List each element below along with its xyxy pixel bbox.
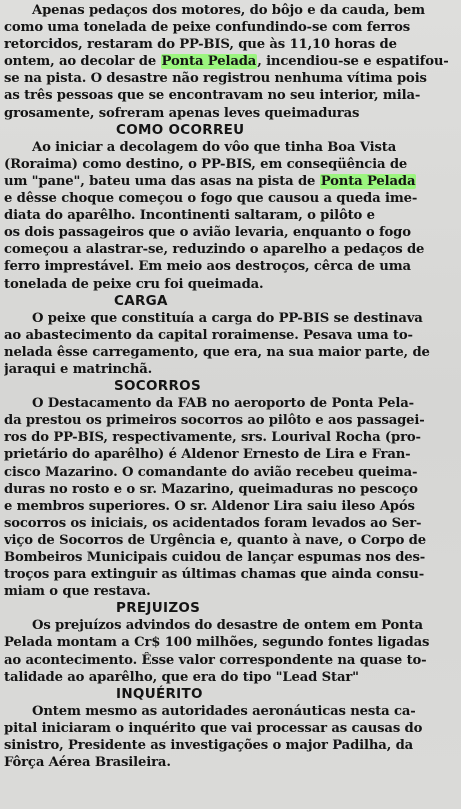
paragraph-inquerito [4,703,457,771]
text-segment: , incendiou-se e espatifou- [257,54,449,70]
text-line: da prestou os primeiros socorros ao pilôto e aos passagei- [4,413,425,429]
text-line: e membros superiores. O sr. Aldenor Lira saiu ileso Após [4,498,415,514]
text-line-highlighted [4,173,457,190]
text-line: socorros os iniciais, os acidentados foram levados ao Ser- [4,515,422,531]
text-line: grosamente, sofreram apenas leves queimaduras [4,105,360,121]
highlighted-text: Ponta Pelada [320,173,416,189]
text-line: talidade ao aparêlho, que era do tipo "Lead Star" [4,669,359,685]
text-line: O peixe que constituía a carga do PP-BIS se destinava [32,310,423,326]
text-line: Ao iniciar a decolagem do vôo que tinha Boa Vista [32,139,397,155]
text-line: prietário do aparêlho) é Aldenor Ernesto de Lira e Fran- [4,447,411,463]
section-heading-como-ocorreu: COMO OCORREU [116,121,245,138]
text-line: ros do PP-BIS, respectivamente, srs. Lourival Rocha (pro- [4,430,421,446]
text-line: Os prejuízos advindos do desastre de ontem em Ponta [32,618,423,634]
text-segment: ontem, ao decolar de [4,54,161,70]
section-heading-carga: CARGA [114,292,168,309]
text-line: se na pista. O desastre não registrou nenhuma vítima pois [4,71,427,87]
section-heading-prejuizos: PREJUIZOS [116,600,201,617]
paragraph-como-ocorreu [4,139,457,293]
section-heading-inquerito: INQUÉRITO [116,685,203,702]
text-segment: um "pane", bateu uma das asas na pista de [4,173,320,189]
text-line: Pelada montam a Cr$ 100 milhões, segundo fontes ligadas [4,635,430,651]
text-line: como uma tonelada de peixe confundindo-se com ferros [4,20,411,36]
text-line: começou a alastrar-se, reduzindo o aparelho a pedaços de [4,242,425,258]
text-line: (Roraima) como destino, o PP-BIS, em conseqüência de [4,156,408,172]
paragraph-socorros [4,395,457,600]
paragraph-intro [4,2,457,122]
text-line: retorcidos, restaram do PP-BIS, que às 11,10 horas de [4,37,397,53]
text-line: nelada êsse carregamento, que era, na sua maior parte, de [4,344,430,360]
text-line: pital iniciaram o inquérito que vai processar as causas do [4,720,423,736]
text-line: diata do aparêlho. Incontinenti saltaram, o pilôto e [4,208,375,224]
text-line: e dêsse choque começou o fogo que causou a queda ime- [4,191,418,207]
text-line-highlighted [4,53,457,70]
text-line: as três pessoas que se encontravam no seu interior, mila- [4,88,421,104]
text-line: ao acontecimento. Êsse valor correspondente na quase to- [4,652,427,668]
text-line: ferro imprestável. Em meio aos destroços, cêrca de uma [4,259,411,275]
text-line: tonelada de peixe cru foi queimada. [4,276,264,292]
text-line: troços para extinguir as últimas chamas que ainda consu- [4,567,425,583]
text-line: O Destacamento da FAB no aeroporto de Ponta Pela- [32,396,414,412]
text-line: Ontem mesmo as autoridades aeronáuticas nesta ca- [32,703,416,719]
text-line: viço de Socorros de Urgência e, quanto à nave, o Corpo de [4,532,426,548]
text-line: miam o que restava. [4,584,151,600]
text-line: Fôrça Aérea Brasileira. [4,755,171,771]
text-line: Bombeiros Municipais cuidou de lançar espumas nos des- [4,550,426,565]
text-line: os dois passageiros que o avião levaria, enquanto o fogo [4,225,411,241]
text-line: ao abastecimento da capital roraimense. Pesava uma to- [4,327,413,343]
section-heading-socorros: SOCORROS [114,378,201,395]
text-line: Apenas pedaços dos motores, do bôjo e da cauda, bem [32,3,425,18]
highlighted-text: Ponta Pelada [161,54,257,70]
text-line: jaraqui e matrinchã. [4,361,153,377]
text-line: duras no rosto e o sr. Mazarino, queimaduras no pescoço [4,481,418,497]
text-line: cisco Mazarino. O comandante do avião recebeu queima- [4,464,418,480]
paragraph-carga [4,310,457,378]
text-line: sinistro, Presidente as investigações o major Padilha, da [4,738,414,754]
paragraph-prejuizos [4,617,457,685]
